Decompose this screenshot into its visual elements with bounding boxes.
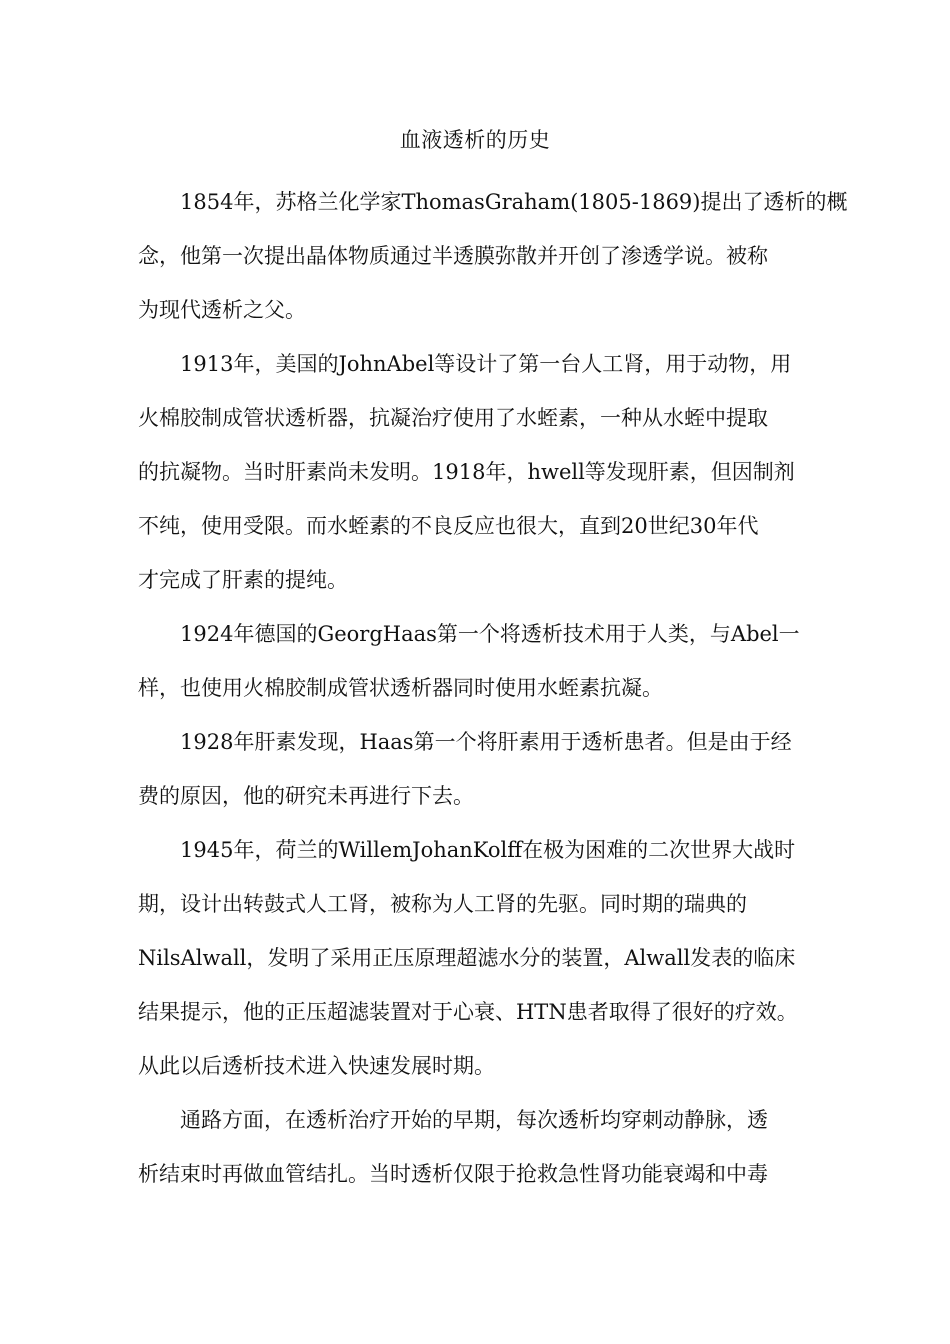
paragraph-1913 xyxy=(138,346,828,598)
text-line: 费的原因，他的研究未再进行下去。 xyxy=(138,784,474,808)
text-line: 1924年德国的GeorgHaas第一个将透析技术用于人类，与Abel一 xyxy=(180,622,800,646)
document-title: 血液透析的历史 xyxy=(399,128,551,152)
text-line: 期，设计出转鼓式人工肾，被称为人工肾的先驱。同时期的瑞典的 xyxy=(138,892,747,916)
text-line: 通路方面，在透析治疗开始的早期，每次透析均穿刺动静脉，透 xyxy=(180,1108,768,1132)
text-line: 才完成了肝素的提纯。 xyxy=(138,568,348,592)
text-line: 从此以后透析技术进入快速发展时期。 xyxy=(138,1054,495,1078)
paragraph-1854 xyxy=(138,184,848,328)
text-line: 不纯，使用受限。而水蛭素的不良反应也很大，直到20世纪30年代 xyxy=(138,514,759,538)
text-line: 1854年，苏格兰化学家ThomasGraham(1805-1869)提出了透析的概 xyxy=(180,190,848,214)
text-line: 为现代透析之父。 xyxy=(138,298,306,322)
text-line: 结果提示，他的正压超滤装置对于心衰、HTN患者取得了很好的疗效。 xyxy=(138,1000,798,1024)
text-line: 析结束时再做血管结扎。当时透析仅限于抢救急性肾功能衰竭和中毒 xyxy=(138,1162,768,1186)
text-line: 样，也使用火棉胶制成管状透析器同时使用水蛭素抗凝。 xyxy=(138,676,663,700)
paragraph-access xyxy=(138,1102,828,1192)
text-line: NilsAlwall，发明了采用正压原理超滤水分的装置，Alwall发表的临床 xyxy=(138,946,796,970)
text-line: 的抗凝物。当时肝素尚未发明。1918年，hwell等发现肝素，但因制剂 xyxy=(138,460,795,484)
text-line: 念，他第一次提出晶体物质通过半透膜弥散并开创了渗透学说。被称 xyxy=(138,244,768,268)
text-line: 1945年，荷兰的WillemJohanKolff在极为困难的二次世界大战时 xyxy=(180,838,796,862)
paragraph-1945 xyxy=(138,832,828,1084)
text-line: 1913年，美国的JohnAbel等设计了第一台人工肾，用于动物，用 xyxy=(180,352,792,376)
paragraph-1928 xyxy=(138,724,828,814)
text-line: 1928年肝素发现，Haas第一个将肝素用于透析患者。但是由于经 xyxy=(180,730,792,754)
paragraph-1924 xyxy=(138,616,828,706)
text-line: 火棉胶制成管状透析器，抗凝治疗使用了水蛭素，一种从水蛭中提取 xyxy=(138,406,768,430)
document-body xyxy=(138,184,848,1210)
